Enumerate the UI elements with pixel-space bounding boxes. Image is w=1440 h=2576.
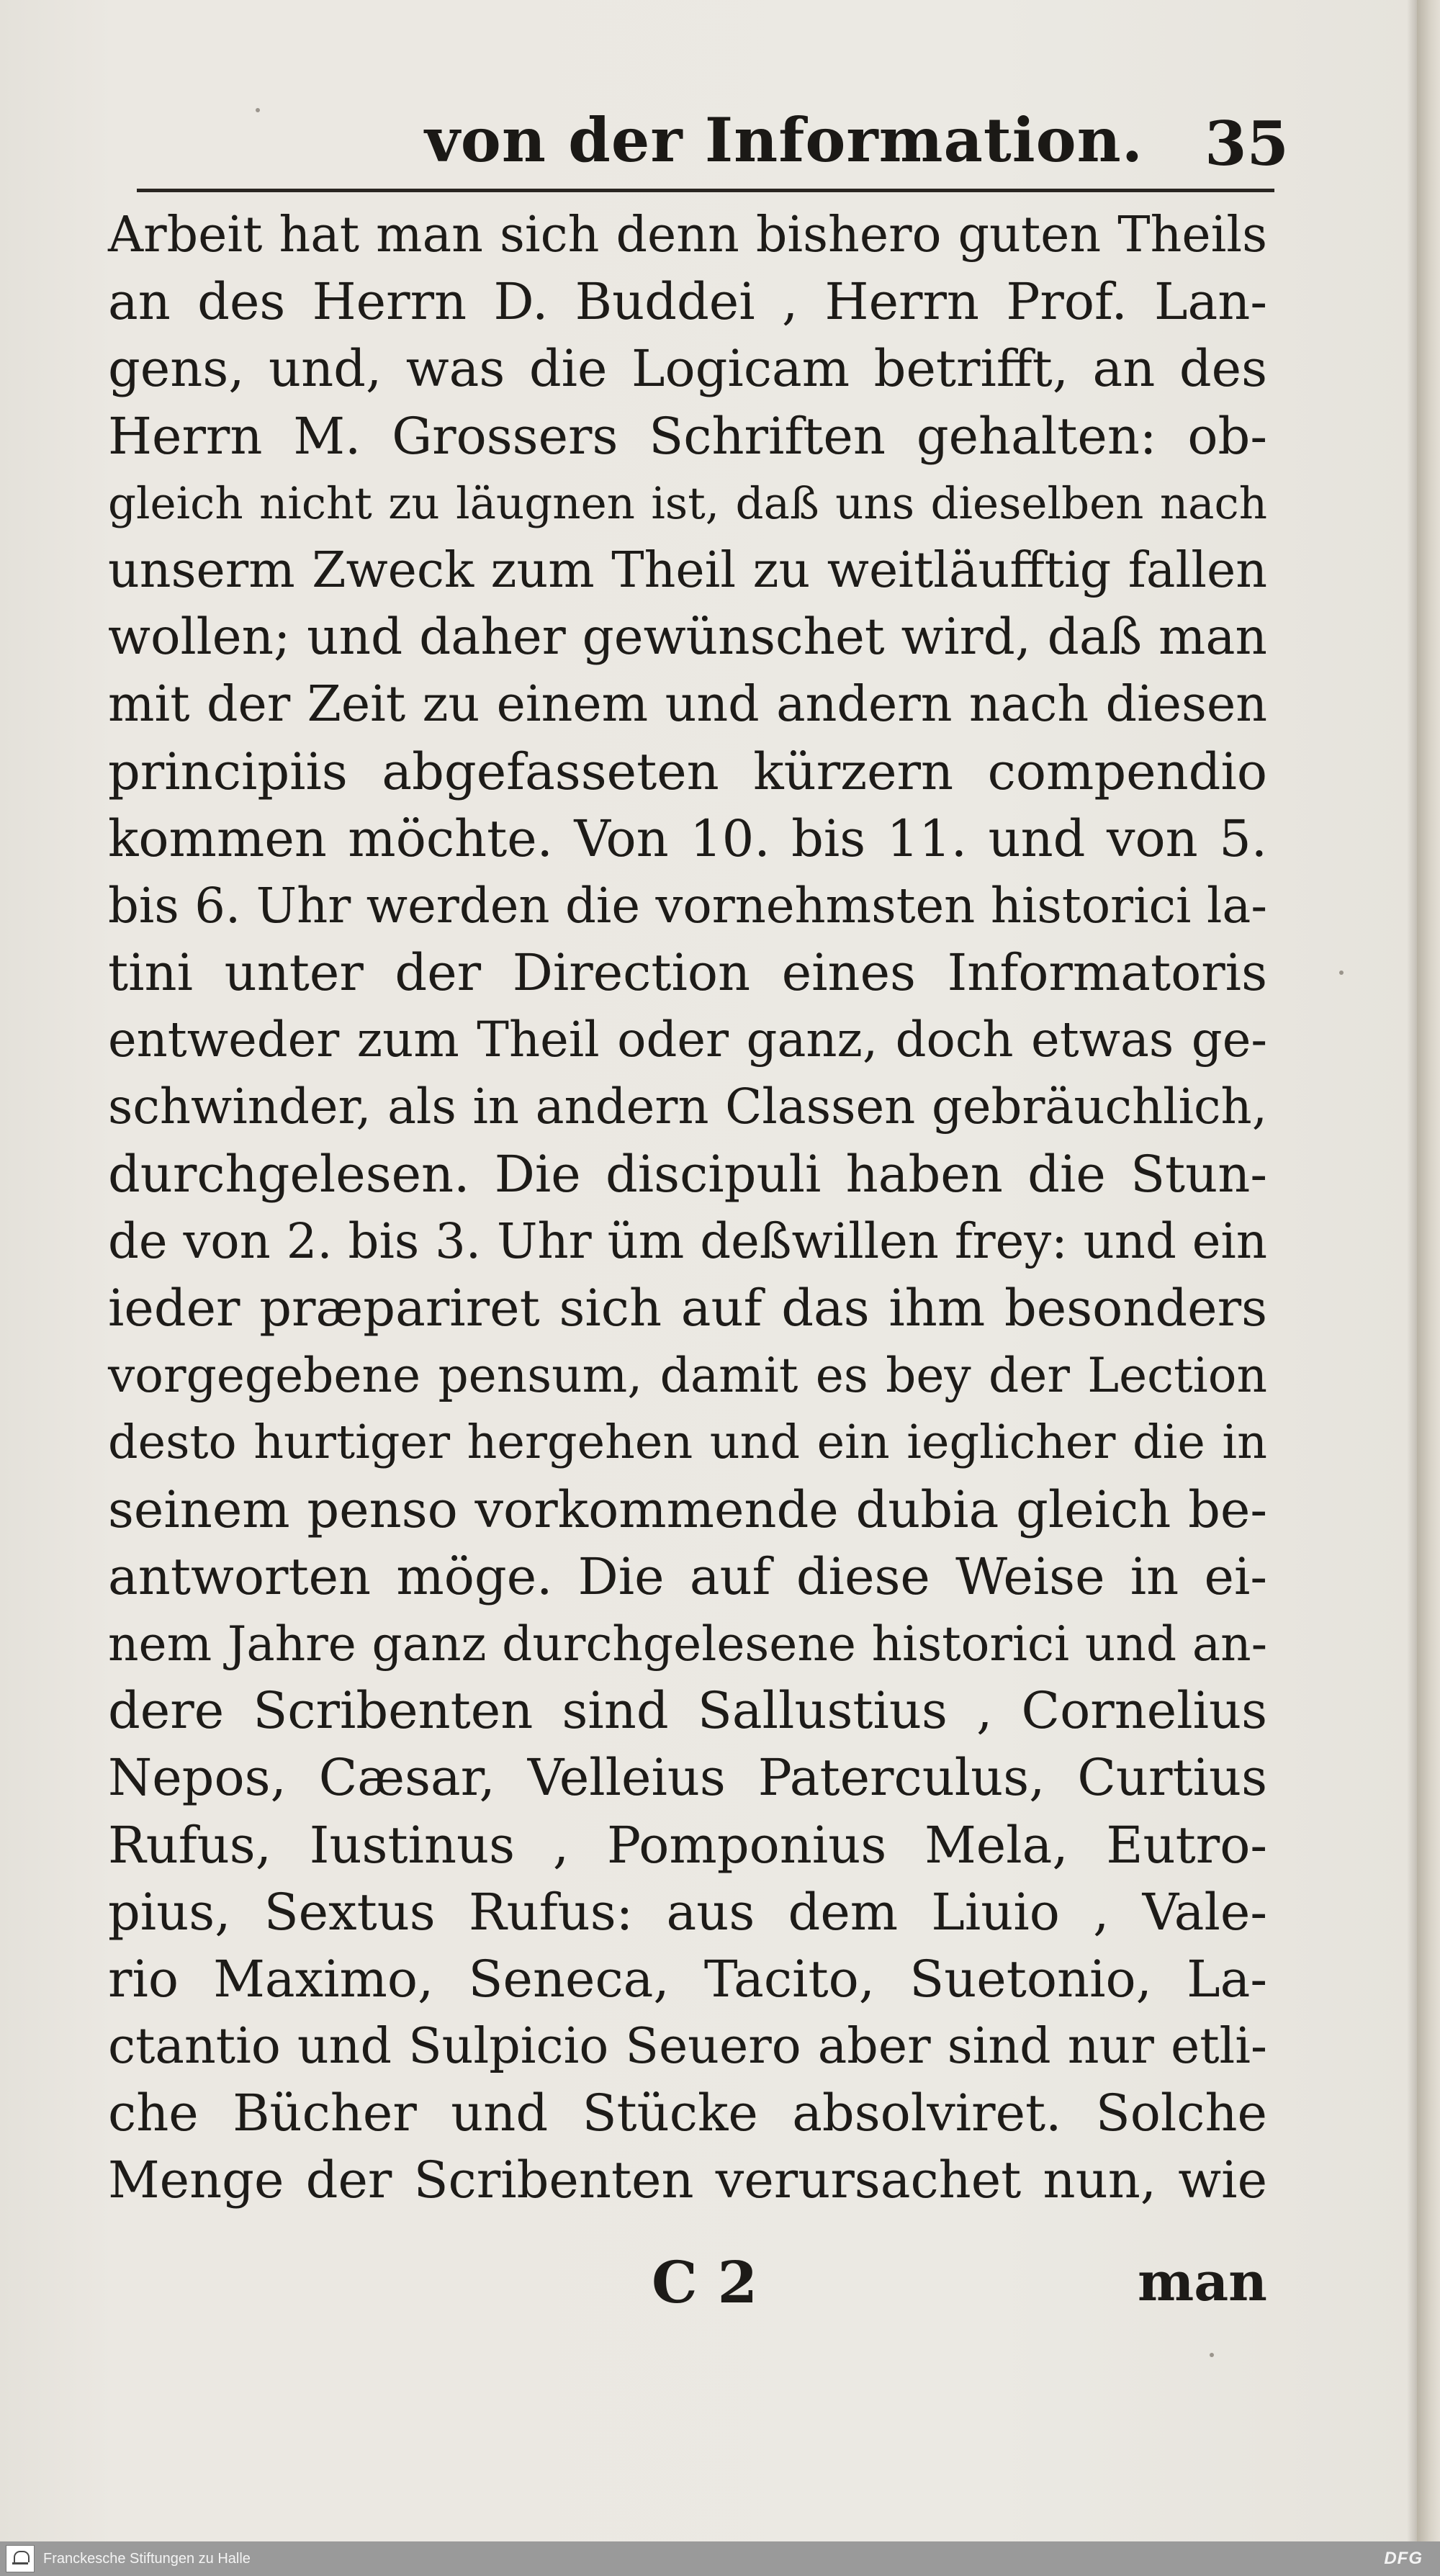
text-line: schwinder, als in andern Classen gebräuchlich,: [108, 1078, 1267, 1135]
page-foot: [108, 2243, 1267, 2322]
text-line: gens, und, was die Logicam betrifft, an des: [108, 339, 1267, 399]
text-line: nem Jahre ganz durchgelesene historici und an-: [108, 1616, 1267, 1672]
text-line: rio Maximo, Seneca, Tacito, Suetonio, La-: [108, 1949, 1267, 2009]
text-line: seinem penso vorkommende dubia gleich be-: [108, 1480, 1267, 1539]
text-line: an des Herrn D. Buddei , Herrn Prof. Lan-: [108, 272, 1267, 332]
text-line: dere Scribenten sind Sallustius , Cornelius: [108, 1681, 1267, 1741]
text-line: ctantio und Sulpicio Seuero aber sind nur etli-: [108, 2018, 1267, 2076]
text-line: kommen möchte. Von 10. bis 11. und von 5.: [108, 809, 1267, 868]
text-line: gleich nicht zu läugnen ist, daß uns dieselben nach: [108, 477, 1267, 529]
text-line: pius, Sextus Rufus: aus dem Liuio , Vale-: [108, 1882, 1267, 1942]
text-line: bis 6. Uhr werden die vornehmsten historici la-: [108, 877, 1267, 934]
running-head: von der Information.: [425, 104, 1143, 176]
page-header: [137, 101, 1289, 180]
text-line: mit der Zeit zu einem und andern nach diesen: [108, 676, 1267, 734]
text-line: de von 2. bis 3. Uhr üm deßwillen frey: und ein: [108, 1212, 1267, 1269]
page-edge: [1417, 0, 1440, 2541]
text-line: entweder zum Theil oder ganz, doch etwas ge-: [108, 1012, 1267, 1068]
text-line: ieder præpariret sich auf das ihm besonders: [108, 1279, 1267, 1338]
text-line: unserm Zweck zum Theil zu weitläufftig fallen: [108, 541, 1267, 599]
text-line: Herrn M. Grossers Schriften gehalten: ob-: [108, 406, 1267, 466]
paper-speck: [1210, 2353, 1214, 2357]
text-line: Nepos, Cæsar, Velleius Paterculus, Curtius: [108, 1748, 1267, 1808]
text-line: desto hurtiger hergehen und ein ieglicher die in: [108, 1415, 1267, 1470]
viewer-footer: [0, 2541, 1440, 2576]
institution-name[interactable]: Franckesche Stiftungen zu Halle: [43, 2551, 251, 2567]
text-line: Rufus, Iustinus , Pomponius Mela, Eutro-: [108, 1815, 1267, 1875]
text-line: antworten möge. Die auf diese Weise in ei-: [108, 1546, 1267, 1606]
text-line: che Bücher und Stücke absolviret. Solche: [108, 2084, 1267, 2143]
text-line: principiis abgefasseten kürzern compendio: [108, 742, 1267, 801]
text-line: tini unter der Direction eines Informatoris: [108, 943, 1267, 1003]
dfg-logo[interactable]: DFG: [1384, 2549, 1423, 2568]
catchword: man: [1137, 2251, 1267, 2313]
text-line: wollen; und daher gewünschet wird, daß man: [108, 608, 1267, 667]
text-line: Arbeit hat man sich denn bishero guten Theils: [108, 207, 1267, 264]
text-line: vorgegebene pensum, damit es bey der Lection: [108, 1348, 1267, 1404]
header-rule: [137, 189, 1274, 192]
paper-speck: [1339, 970, 1344, 975]
text-line: Menge der Scribenten verursachet nun, wie: [108, 2151, 1267, 2210]
institution-logo-icon[interactable]: [6, 2545, 35, 2572]
text-line: durchgelesen. Die discipuli haben die Stun-: [108, 1144, 1267, 1204]
page-number: 35: [1205, 108, 1289, 179]
signature-mark: C 2: [652, 2248, 758, 2316]
body-text: [108, 202, 1267, 2215]
